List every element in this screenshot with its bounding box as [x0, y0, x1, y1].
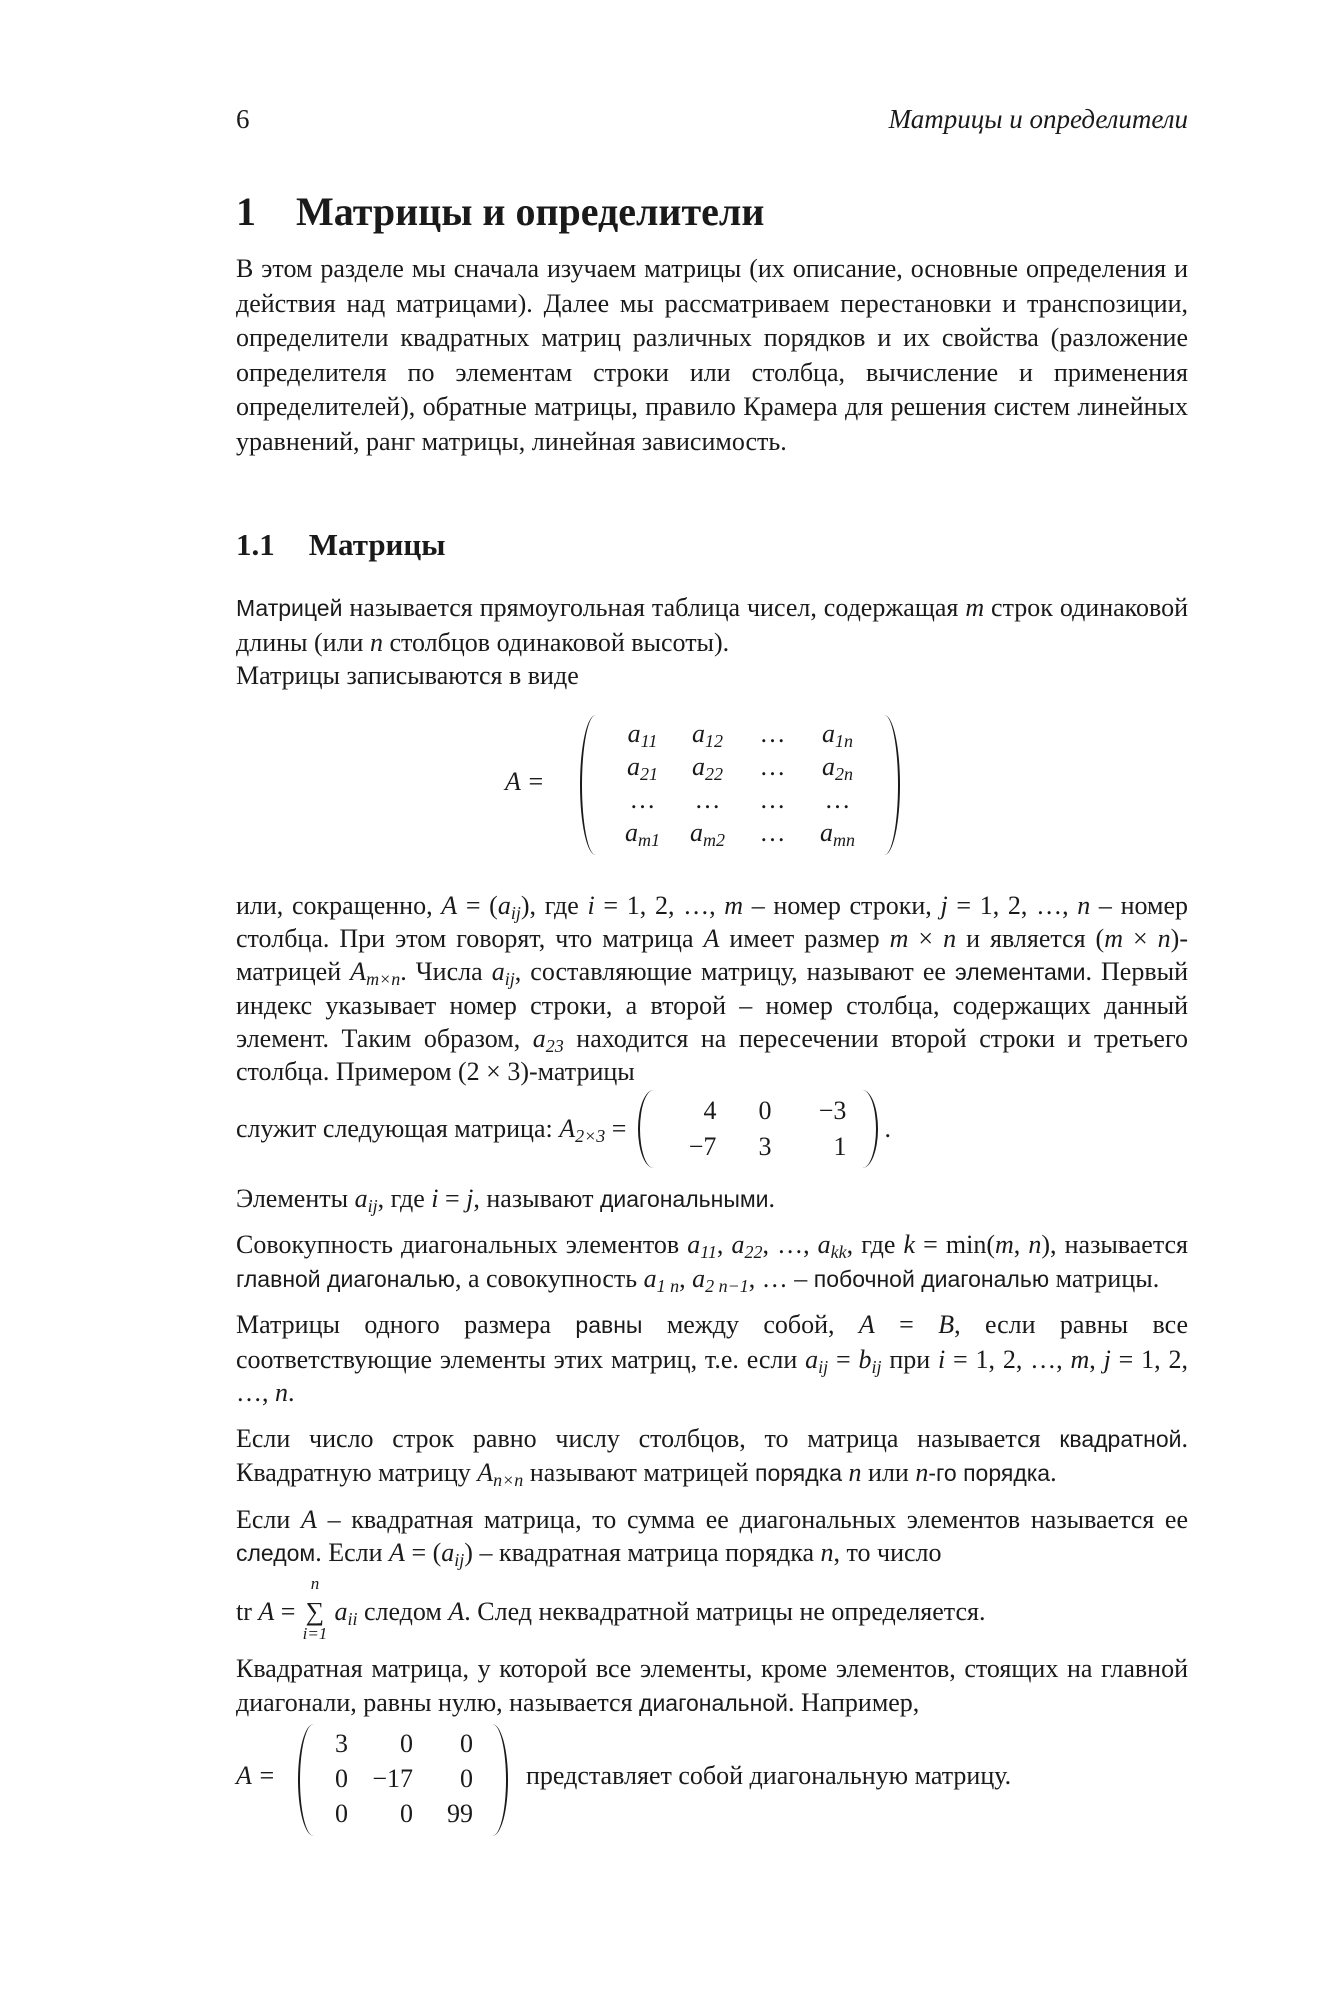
text: , — [679, 1263, 693, 1293]
matrix-cell — [610, 783, 675, 816]
text: . — [1050, 1458, 1057, 1487]
text: – номер строки, — [743, 890, 941, 920]
defined-term: диагональными — [600, 1185, 769, 1212]
math-var: m — [965, 593, 985, 622]
cell-base: a — [822, 751, 835, 781]
math-var: A — [703, 923, 720, 953]
section-number: 1 — [236, 189, 256, 234]
sum-upper: n — [310, 1573, 320, 1593]
math-eq: = — [274, 1596, 302, 1626]
math-var: B — [938, 1310, 955, 1339]
math-subscript: 1 n — [656, 1275, 680, 1296]
cell-subscript: 1n — [835, 730, 853, 751]
matrix-cell — [675, 783, 740, 816]
text: = — [438, 1183, 467, 1213]
matrix-label: A = — [236, 1761, 276, 1790]
math-var: a — [441, 1538, 455, 1567]
math-subscript: ij — [454, 1550, 465, 1570]
text: . Квадратную матрицу — [236, 1423, 1188, 1487]
text: . Например, — [788, 1687, 920, 1717]
matrix-cell: −17 — [372, 1764, 413, 1793]
math-var: n — [1077, 890, 1091, 920]
right-paren — [482, 1724, 508, 1836]
text: Если — [236, 1504, 301, 1534]
math-var: a — [497, 890, 511, 920]
main-diagonal-paragraph — [236, 1228, 1188, 1296]
cell-subscript: 12 — [705, 730, 723, 751]
sum-symbol — [302, 1573, 328, 1643]
right-paren — [874, 715, 900, 855]
text: = — [605, 1113, 627, 1143]
example-matrix-cells — [666, 1093, 846, 1165]
math-var: n — [943, 923, 957, 953]
matrix-cell: 99 — [447, 1799, 473, 1828]
matrix-cell: 0 — [400, 1729, 413, 1758]
section-heading — [236, 188, 764, 236]
cell-base: … — [629, 784, 656, 814]
general-matrix-cells — [610, 717, 870, 849]
math-var: n — [369, 627, 383, 657]
matrix-cell — [740, 816, 805, 849]
diagonal-matrix-example — [236, 1724, 1186, 1836]
text: ), называется — [1041, 1230, 1188, 1259]
cell-base: a — [692, 751, 705, 781]
text: , составляющие матрицу, называют ее — [514, 956, 955, 986]
matrix-size-paragraph — [236, 889, 1188, 1088]
text: , — [716, 1230, 732, 1259]
cell-base: a — [690, 817, 703, 847]
text: Матрицы записываются в виде — [236, 661, 579, 690]
text: Если число строк равно числу столбцов, то матрица называется — [236, 1423, 1060, 1453]
math-subscript: 23 — [545, 1035, 564, 1056]
cell-base: … — [759, 784, 786, 814]
matrix-cell — [740, 717, 805, 750]
matrix-cell — [610, 717, 675, 750]
text: находится на пересечении второй строки и третьего столбца. Примером (2 × 3)-матрицы — [236, 1023, 1188, 1086]
defined-term: элементами — [954, 958, 1086, 985]
cell-base: … — [759, 718, 786, 748]
math-var: a — [687, 1230, 701, 1259]
cell-base: a — [625, 817, 638, 847]
math-subscript: m×n — [366, 968, 401, 989]
cell-subscript: m2 — [703, 829, 725, 850]
text: = 1, 2, …, — [594, 890, 725, 920]
math-var: A — [301, 1504, 317, 1534]
text: называют матрицей — [523, 1458, 756, 1487]
text: = — [828, 1344, 859, 1374]
trace-formula-line — [236, 1571, 1188, 1653]
math-subscript: 2×3 — [575, 1125, 606, 1146]
matrix-cell — [610, 816, 675, 849]
math-var: a — [643, 1263, 657, 1293]
math-var: k — [903, 1230, 916, 1259]
example-matrix-line — [236, 1088, 1188, 1170]
defined-term: Матрицей — [236, 595, 343, 621]
math-var: a — [731, 1230, 745, 1259]
text: В этом разделе мы сначала изучаем матрицы (их описание, основные определения и действия над матрицами). Далее мы рассматриваем перестановки и транспозиции, определители квадратных матриц различных порядков и их свойства (разложение определителя по элементам строки или столбца, вычисление и применения определителей), обратные матрицы, правило Крамера для решения систем линейных уравнений, ранг матрицы, линейная зависимость. — [236, 254, 1188, 456]
text: )-матрицей — [236, 923, 1188, 986]
text: . След неквадратной матрицы не определяется. — [464, 1596, 986, 1626]
text: , где — [846, 1230, 904, 1259]
math-var: n — [275, 1378, 288, 1407]
matrix-definition-paragraph — [236, 591, 1188, 659]
text: – номер столбца. При этом говорят, что матрица — [236, 890, 1189, 953]
text: = 1, 2, …, — [945, 1344, 1071, 1374]
defined-term: диагональной — [639, 1689, 789, 1716]
matrix-cell — [675, 717, 740, 750]
math-var: n — [1028, 1230, 1042, 1259]
general-matrix — [505, 715, 905, 855]
example-matrix-intro — [236, 1114, 626, 1144]
cell-base: a — [627, 751, 640, 781]
math-subscript: 11 — [700, 1242, 717, 1262]
text: = — [874, 1310, 939, 1339]
matrix-cell: 0 — [460, 1729, 473, 1758]
subsection-title: Матрицы — [308, 527, 446, 562]
defined-term: квадратной — [1059, 1425, 1182, 1452]
math-var: j — [1103, 1344, 1111, 1374]
text: , … – — [748, 1263, 814, 1293]
math-var: A — [258, 1596, 275, 1626]
text: имеет размер — [719, 923, 890, 953]
math-subscript: 2 n−1 — [705, 1275, 749, 1296]
cell-subscript: m1 — [638, 829, 660, 850]
math-var: a — [817, 1230, 831, 1259]
text: , то число — [833, 1538, 942, 1567]
matrix-cell: 4 — [703, 1095, 717, 1125]
defined-term: порядка — [755, 1460, 843, 1486]
math-var: n — [915, 1458, 929, 1487]
text: – квадратная матрица, то сумма ее диагональных элементов называется ее — [316, 1504, 1189, 1534]
text: между собой, — [642, 1310, 859, 1339]
subsection-heading — [236, 525, 1188, 565]
text: × — [908, 923, 944, 953]
math-subscript: kk — [830, 1242, 847, 1262]
matrix-cell — [805, 816, 870, 849]
math-var: i — [937, 1344, 946, 1374]
text: . — [288, 1378, 295, 1407]
cell-subscript: 2n — [835, 763, 853, 784]
cell-base: … — [759, 751, 786, 781]
math-var: A — [350, 956, 367, 986]
text: = ( — [404, 1538, 442, 1567]
math-subscript: ij — [367, 1195, 378, 1216]
text: × — [1123, 923, 1158, 953]
intro-paragraph — [236, 252, 1188, 459]
math-var: A — [448, 1596, 465, 1626]
math-var: m — [994, 1230, 1014, 1259]
math-var: j — [466, 1183, 474, 1213]
text: = 1, 2, …, — [947, 890, 1078, 920]
text: столбцов одинаковой высоты). — [382, 627, 730, 657]
text: . Первый индекс указывает номер строки, а второй – номер столбца, содержащих данный элемент. Таким образом, — [236, 956, 1188, 1053]
math-var: A — [858, 1310, 875, 1339]
math-var: m — [1070, 1344, 1090, 1374]
matrix-cell: 1 — [833, 1131, 847, 1161]
math-var: A — [559, 1113, 576, 1143]
math-var: i — [587, 890, 595, 920]
cell-base: … — [824, 784, 851, 814]
matrix-cell — [675, 816, 740, 849]
matrix-cell — [805, 750, 870, 783]
matrix-cell: 3 — [335, 1729, 348, 1758]
matrix-cell: 0 — [460, 1764, 473, 1793]
math-var: m — [889, 923, 909, 953]
diagonal-matrix-paragraph — [236, 1652, 1188, 1720]
defined-term: -го порядка — [928, 1460, 1051, 1486]
cell-subscript: 21 — [640, 763, 658, 784]
text: = ( — [457, 890, 498, 920]
math-var: a — [692, 1263, 706, 1293]
matrix-equality-paragraph — [236, 1308, 1188, 1410]
matrix-cell — [805, 717, 870, 750]
period: . — [884, 1113, 891, 1143]
left-paren — [638, 1090, 664, 1168]
cell-subscript: 11 — [640, 730, 658, 751]
matrix-cell: 0 — [335, 1764, 348, 1793]
matrix-cell — [740, 750, 805, 783]
text: = min( — [915, 1230, 995, 1259]
math-var: a — [354, 1183, 368, 1213]
cell-base: a — [820, 817, 833, 847]
sum-sign: ∑ — [305, 1596, 325, 1626]
matrix-cell — [805, 783, 870, 816]
math-var: A — [477, 1458, 494, 1487]
text: называется прямоугольная таблица чисел, содержащая — [342, 593, 966, 622]
text: = 1, 2, …, — [236, 1344, 1188, 1407]
defined-term: главной диагональю — [236, 1265, 455, 1292]
page-body — [236, 252, 1188, 1836]
math-subscript: ii — [347, 1608, 358, 1629]
text: Матрицы одного размера — [236, 1310, 576, 1339]
text: , если равны все соответствующие элементы этих матриц, т.е. если — [236, 1310, 1189, 1374]
page-number: 6 — [236, 104, 250, 134]
matrix-cell — [740, 783, 805, 816]
math-var: n — [820, 1538, 834, 1567]
text: при — [881, 1344, 938, 1374]
right-paren — [852, 1090, 878, 1168]
math-subscript: ij — [510, 902, 521, 923]
text: следом — [357, 1596, 449, 1626]
math-var: i — [431, 1183, 439, 1213]
text: или — [861, 1458, 916, 1487]
cell-base: … — [759, 817, 786, 847]
text: служит следующая матрица: — [236, 1113, 560, 1143]
math-var: a — [491, 956, 505, 986]
math-subscript: ij — [504, 968, 515, 989]
math-var: a — [805, 1344, 819, 1374]
text: Элементы — [236, 1183, 355, 1213]
text: , где — [377, 1183, 432, 1213]
trace-prefix: tr — [236, 1596, 259, 1626]
math-var: b — [858, 1344, 872, 1374]
matrix-label: A = — [505, 766, 545, 796]
cell-base: a — [822, 718, 835, 748]
matrix-cell — [610, 750, 675, 783]
math-subscript: 22 — [744, 1242, 763, 1262]
text: . — [768, 1183, 776, 1213]
text: , называют — [473, 1183, 600, 1213]
math-subscript: n×n — [493, 1470, 524, 1490]
matrix-cell — [675, 750, 740, 783]
text: ), где — [520, 890, 588, 920]
math-var: n — [848, 1458, 862, 1487]
cell-base: a — [627, 718, 641, 748]
math-var: a — [334, 1596, 348, 1626]
text: или, сокращенно, — [236, 890, 442, 920]
text: . Если — [315, 1538, 390, 1567]
defined-term: равны — [575, 1312, 643, 1338]
cell-subscript: 22 — [705, 763, 723, 784]
math-var: m — [724, 890, 744, 920]
matrix-cell: 0 — [335, 1799, 348, 1828]
text: , — [1013, 1230, 1029, 1259]
text: Квадратная матрица, у которой все элементы, кроме элементов, стоящих на главной диагонали, равны нулю, называется — [236, 1654, 1188, 1717]
math-var: a — [532, 1023, 546, 1053]
text: строк одинаковой длины (или — [236, 593, 1188, 657]
cell-base: a — [692, 718, 705, 748]
sum-lower: i=1 — [302, 1623, 328, 1643]
section-title: Матрицы и определители — [296, 189, 765, 234]
text: , — [1089, 1344, 1104, 1374]
text: , а совокупность — [454, 1263, 644, 1293]
matrix-cell: 3 — [758, 1131, 772, 1161]
math-subscript: ij — [818, 1356, 829, 1377]
defined-term: следом — [236, 1540, 316, 1566]
math-var: A — [441, 890, 458, 920]
running-title: Матрицы и определители — [888, 104, 1188, 134]
diagonal-matrix-caption: представляет собой диагональную матрицу. — [526, 1761, 1012, 1790]
diagonal-matrix-cells — [308, 1726, 473, 1831]
square-matrix-paragraph — [236, 1422, 1188, 1491]
text: Совокупность диагональных элементов — [236, 1230, 688, 1259]
diagonal-elements-paragraph — [236, 1182, 1188, 1217]
math-var: n — [1157, 923, 1171, 953]
text: и является ( — [956, 923, 1105, 953]
matrix-cell: −3 — [818, 1095, 847, 1125]
example-matrix-2x3 — [638, 1090, 878, 1168]
trace-paragraph — [236, 1503, 1188, 1571]
text: . Числа — [400, 956, 492, 986]
matrix-cell: −7 — [688, 1131, 717, 1161]
cell-subscript: mn — [833, 829, 855, 850]
text: , …, — [762, 1230, 818, 1259]
math-var: j — [940, 890, 948, 920]
matrix-notation-intro — [236, 659, 1188, 693]
defined-term: побочной диагональю — [813, 1265, 1050, 1292]
math-var: m — [1104, 923, 1123, 953]
math-var: A — [389, 1538, 405, 1567]
subsection-number: 1.1 — [236, 527, 275, 562]
math-subscript: ij — [871, 1356, 882, 1377]
matrix-cell: 0 — [758, 1095, 772, 1125]
text: ) – квадратная матрица порядка — [464, 1538, 821, 1567]
left-paren — [580, 715, 606, 855]
text: матрицы. — [1049, 1263, 1160, 1293]
matrix-cell: 0 — [400, 1799, 413, 1828]
cell-base: … — [694, 784, 721, 814]
